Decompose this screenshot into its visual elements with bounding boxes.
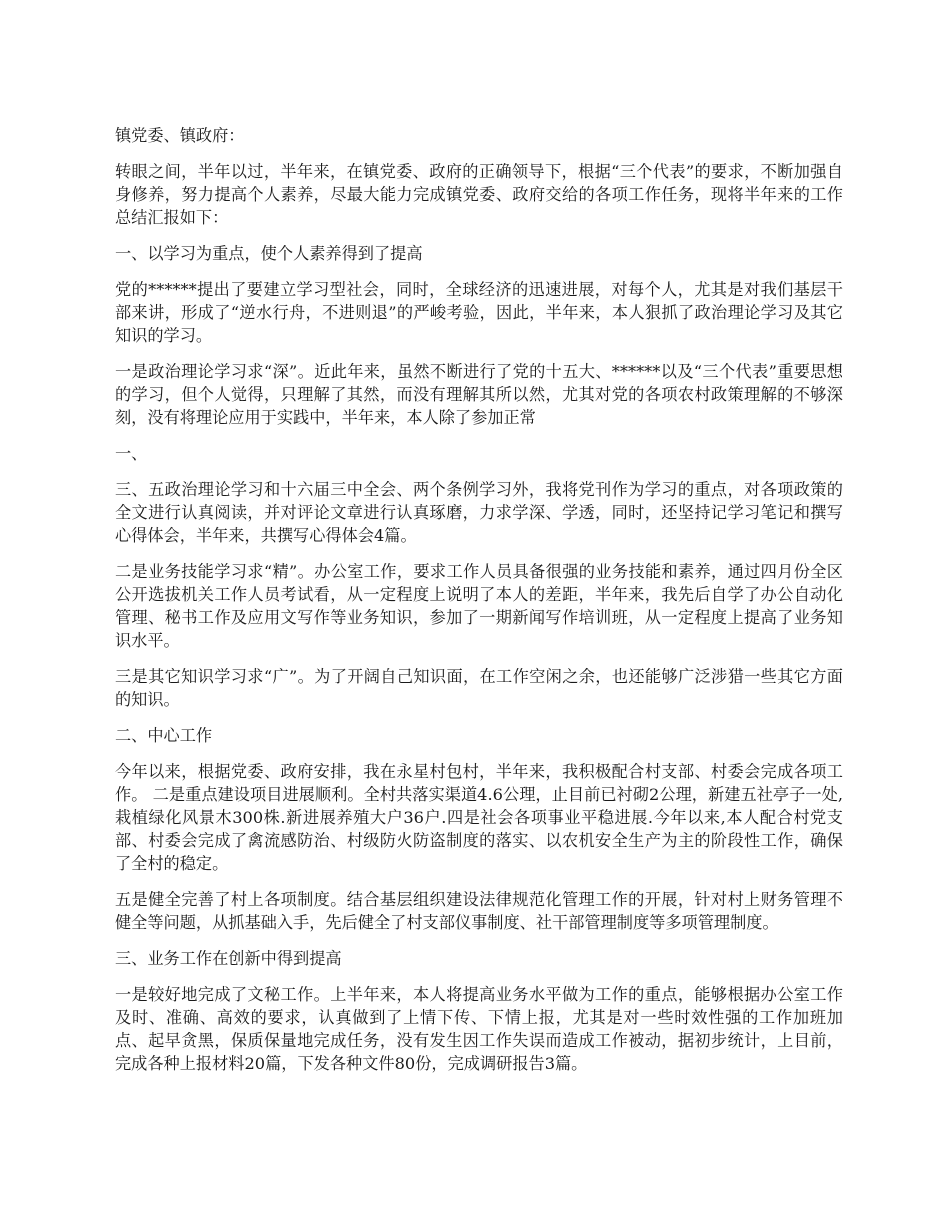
village-work-paragraph: 今年以来，根据党委、政府安排，我在永星村包村，半年来，我积极配合村支部、村委会完成各项工作。 二是重点建设项目进展顺利。全村共落实渠道4.6公理，止目前已衬砌2公理，新建五社亭子一处,栽植绿化风景木300株.新进展养殖大户36户.四是社会各项事业平稳进展.今年以来,本人配合村党支部、村委会完成了禽流感防治、村级防火防盗制度的落实、以农机安全生产为主的阶段性工作，确保了全村的稳定。 (115, 762, 843, 873)
salutation: 镇党委、镇政府： (115, 126, 245, 145)
document-body (115, 124, 843, 1088)
fragment-line: 一、 (115, 444, 148, 463)
business-skills-paragraph: 二是业务技能学习求“精”。办公室工作，要求工作人员具备很强的业务技能和素养，通过四月份全区公开选拔机关工作人员考试看，从一定程度上说明了本人的差距，半年来，我先后自学了办公自动化管理、秘书工作及应用文写作等业务知识，参加了一期新闻写作培训班，从一定程度上提高了业务知识水平。 (115, 562, 843, 650)
section-heading-business-work: 三、业务工作在创新中得到提高 (115, 949, 342, 968)
section-heading-central-work: 二、中心工作 (115, 726, 213, 745)
village-rules-paragraph: 五是健全完善了村上各项制度。结合基层组织建设法律规范化管理工作的开展，针对村上财务管理不健全等问题，从抓基础入手，先后健全了村支部仪事制度、社干部管理制度等多项管理制度。 (115, 890, 843, 932)
party-journal-paragraph: 三、五政治理论学习和十六届三中全会、两个条例学习外，我将党刊作为学习的重点，对各项政策的全文进行认真阅读，并对评论文章进行认真琢磨，力求学深、学透，同时，还坚持记学习笔记和撰写心得体会，半年来，共撰写心得体会4篇。 (115, 480, 843, 545)
secretarial-work-paragraph: 一是较好地完成了文秘工作。上半年来，本人将提高业务水平做为工作的重点，能够根据办公室工作及时、准确、高效的要求，认真做到了上情下传、下情上报，尤其是对一些时效性强的工作加班加点、起早贪黑，保质保量地完成任务，没有发生因工作失误而造成工作被动，据初步统计，上目前，完成各种上报材料20篇，下发各种文件80份，完成调研报告3篇。 (115, 985, 843, 1073)
section-heading-study: 一、以学习为重点，使个人素养得到了提高 (115, 244, 423, 263)
other-knowledge-paragraph: 三是其它知识学习求“广”。为了开阔自己知识面，在工作空闲之余，也还能够广泛涉猎一些其它方面的知识。 (115, 667, 843, 709)
political-theory-paragraph: 一是政治理论学习求“深”。近此年来，虽然不断进行了党的十五大、******以及“三个代表”重要思想的学习，但个人觉得，只理解了其然，而没有理解其所以然，尤其对党的各项农村政策理解的不够深刻，没有将理论应用于实践中，半年来，本人除了参加正常 (115, 362, 843, 427)
intro-paragraph: 转眼之间，半年以过，半年来，在镇党委、政府的正确领导下，根据“三个代表”的要求，不断加强自身修养，努力提高个人素养，尽最大能力完成镇党委、政府交给的各项工作任务，现将半年来的工作总结汇报如下： (115, 162, 843, 227)
study-paragraph: 党的******提出了要建立学习型社会，同时，全球经济的迅速进展，对每个人，尤其是对我们基层干部来讲，形成了“逆水行舟，不进则退”的严峻考验，因此，半年来，本人狠抓了政治理论学习及其它知识的学习。 (115, 280, 843, 345)
